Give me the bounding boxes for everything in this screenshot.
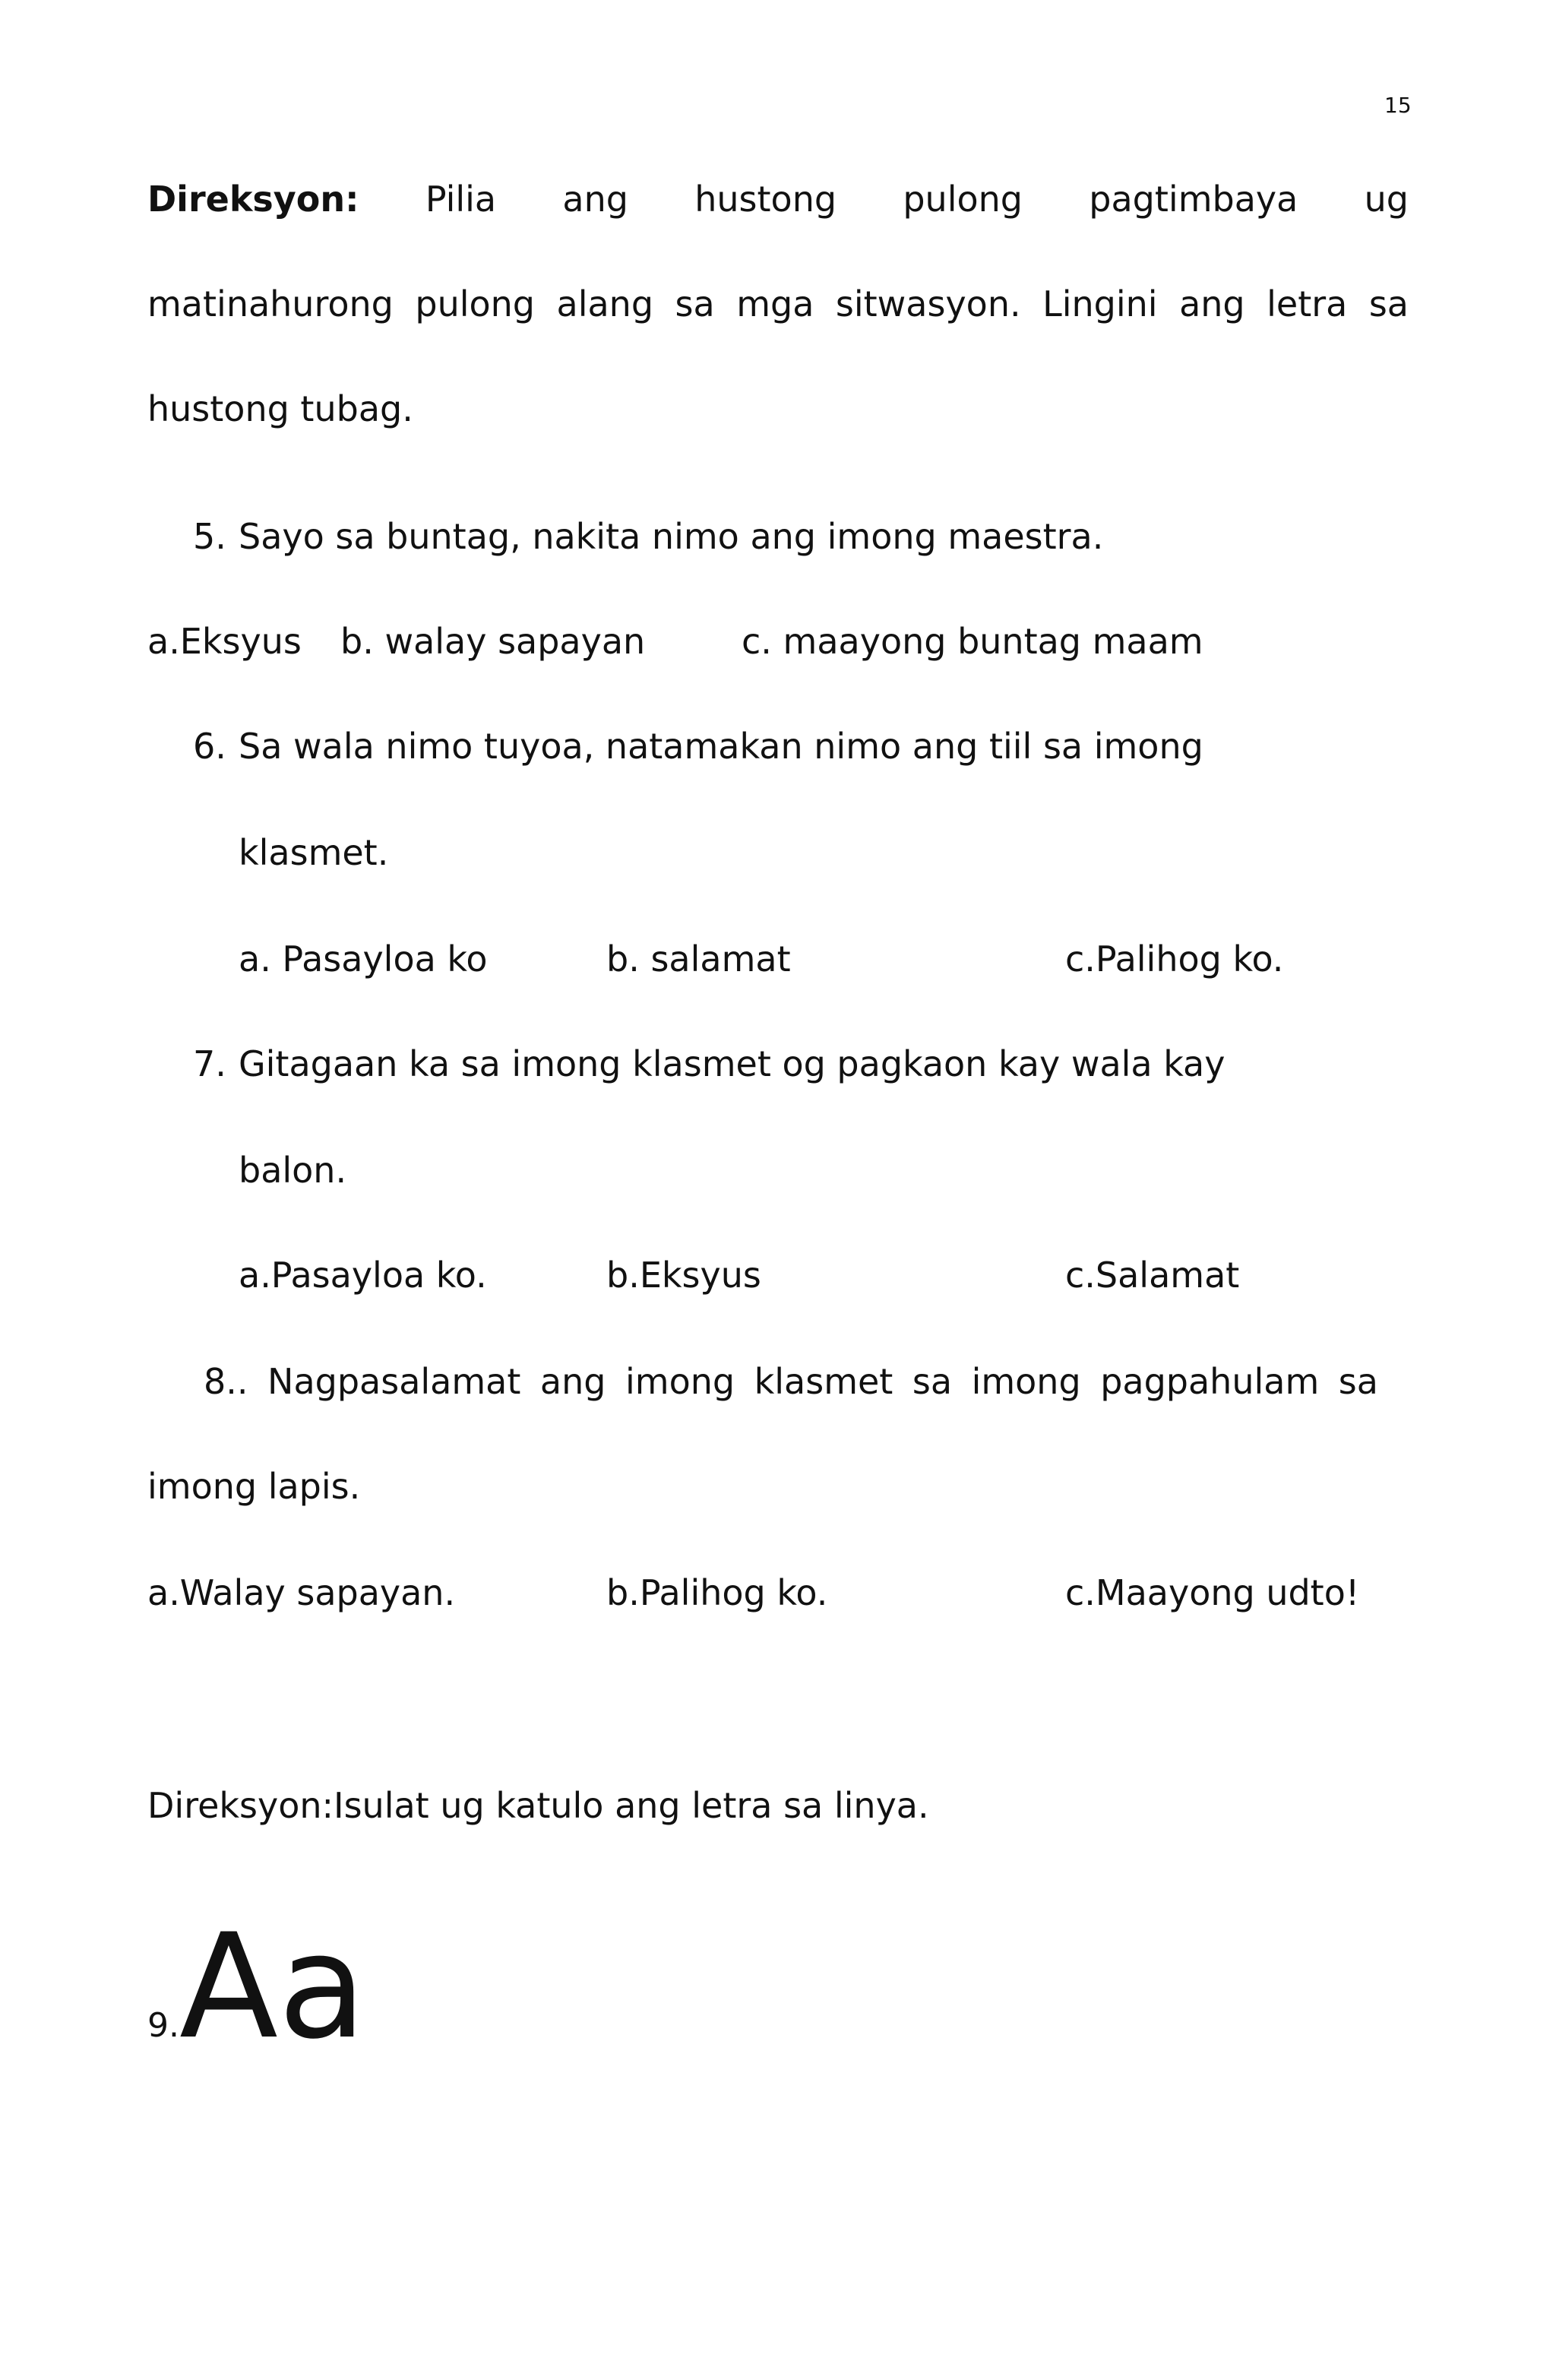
word: imong <box>971 1361 1081 1402</box>
question-6-option-b: b. salamat <box>606 938 791 980</box>
word: ang <box>562 179 628 220</box>
word: pulong <box>903 179 1023 220</box>
directions-label: Direksyon: <box>147 179 359 220</box>
word: matinahurong <box>147 283 394 324</box>
item-9-letters: Aa <box>179 1903 367 2071</box>
word: pulong <box>415 283 536 324</box>
word: imong <box>625 1361 735 1402</box>
question-7-option-a: a.Pasayloa ko. <box>239 1255 487 1296</box>
question-8-option-b: b.Palihog ko. <box>606 1572 828 1613</box>
question-6-option-a: a. Pasayloa ko <box>239 938 488 980</box>
question-6-number: 6. <box>193 726 226 767</box>
word: pagtimbaya <box>1089 179 1298 220</box>
section-2-instruction: Direksyon:Isulat ug katulo ang letra sa linya. <box>147 1785 929 1826</box>
question-5-option-a: a.Eksyus <box>147 621 302 662</box>
question-6-text-line-2: klasmet. <box>239 832 389 873</box>
word: ug <box>1364 179 1409 220</box>
question-8-option-c: c.Maayong udto! <box>1065 1572 1360 1613</box>
question-5-number: 5. <box>193 516 226 557</box>
question-5-text: Sayo sa buntag, nakita nimo ang imong maestra. <box>239 516 1104 557</box>
question-5-option-b: b. walay sapayan <box>340 621 646 662</box>
directions-line-3: hustong tubag. <box>147 388 413 429</box>
question-5-option-c: c. maayong buntag maam <box>742 621 1203 662</box>
question-7-text-line-2: balon. <box>239 1150 347 1191</box>
directions-line-2 <box>147 281 1409 327</box>
directions-line-1 <box>147 176 1409 222</box>
word: sa <box>1368 283 1409 324</box>
question-8-line-1 <box>204 1359 1378 1404</box>
word: letra <box>1267 283 1348 324</box>
word: ang <box>539 1361 606 1402</box>
word: pagpahulam <box>1100 1361 1320 1402</box>
question-7-option-b: b.Eksyus <box>606 1255 761 1296</box>
question-7-option-c: c.Salamat <box>1065 1255 1240 1296</box>
word: sa <box>912 1361 953 1402</box>
page-number: 15 <box>1384 93 1412 118</box>
question-6-option-c: c.Palihog ko. <box>1065 938 1284 980</box>
question-7-number: 7. <box>193 1043 226 1084</box>
word: klasmet <box>754 1361 893 1402</box>
word: sa <box>1338 1361 1378 1402</box>
item-9-number: 9. <box>147 2006 179 2045</box>
question-8-text-line-2: imong lapis. <box>147 1466 361 1507</box>
item-9 <box>147 1903 367 2071</box>
question-8-option-a: a.Walay sapayan. <box>147 1572 456 1613</box>
word: Pilia <box>425 179 497 220</box>
word: sitwasyon. <box>835 283 1021 324</box>
word: alang <box>556 283 654 324</box>
word: Lingini <box>1042 283 1158 324</box>
word: sa <box>675 283 715 324</box>
word: ang <box>1179 283 1245 324</box>
question-7-text-line-1: Gitagaan ka sa imong klasmet og pagkaon kay wala kay <box>239 1043 1226 1084</box>
question-6-text-line-1: Sa wala nimo tuyoa, natamakan nimo ang tiil sa imong <box>239 726 1203 767</box>
word: mga <box>736 283 814 324</box>
question-8-number: 8.. <box>204 1361 248 1402</box>
word: hustong <box>694 179 837 220</box>
word: Nagpasalamat <box>267 1361 521 1402</box>
